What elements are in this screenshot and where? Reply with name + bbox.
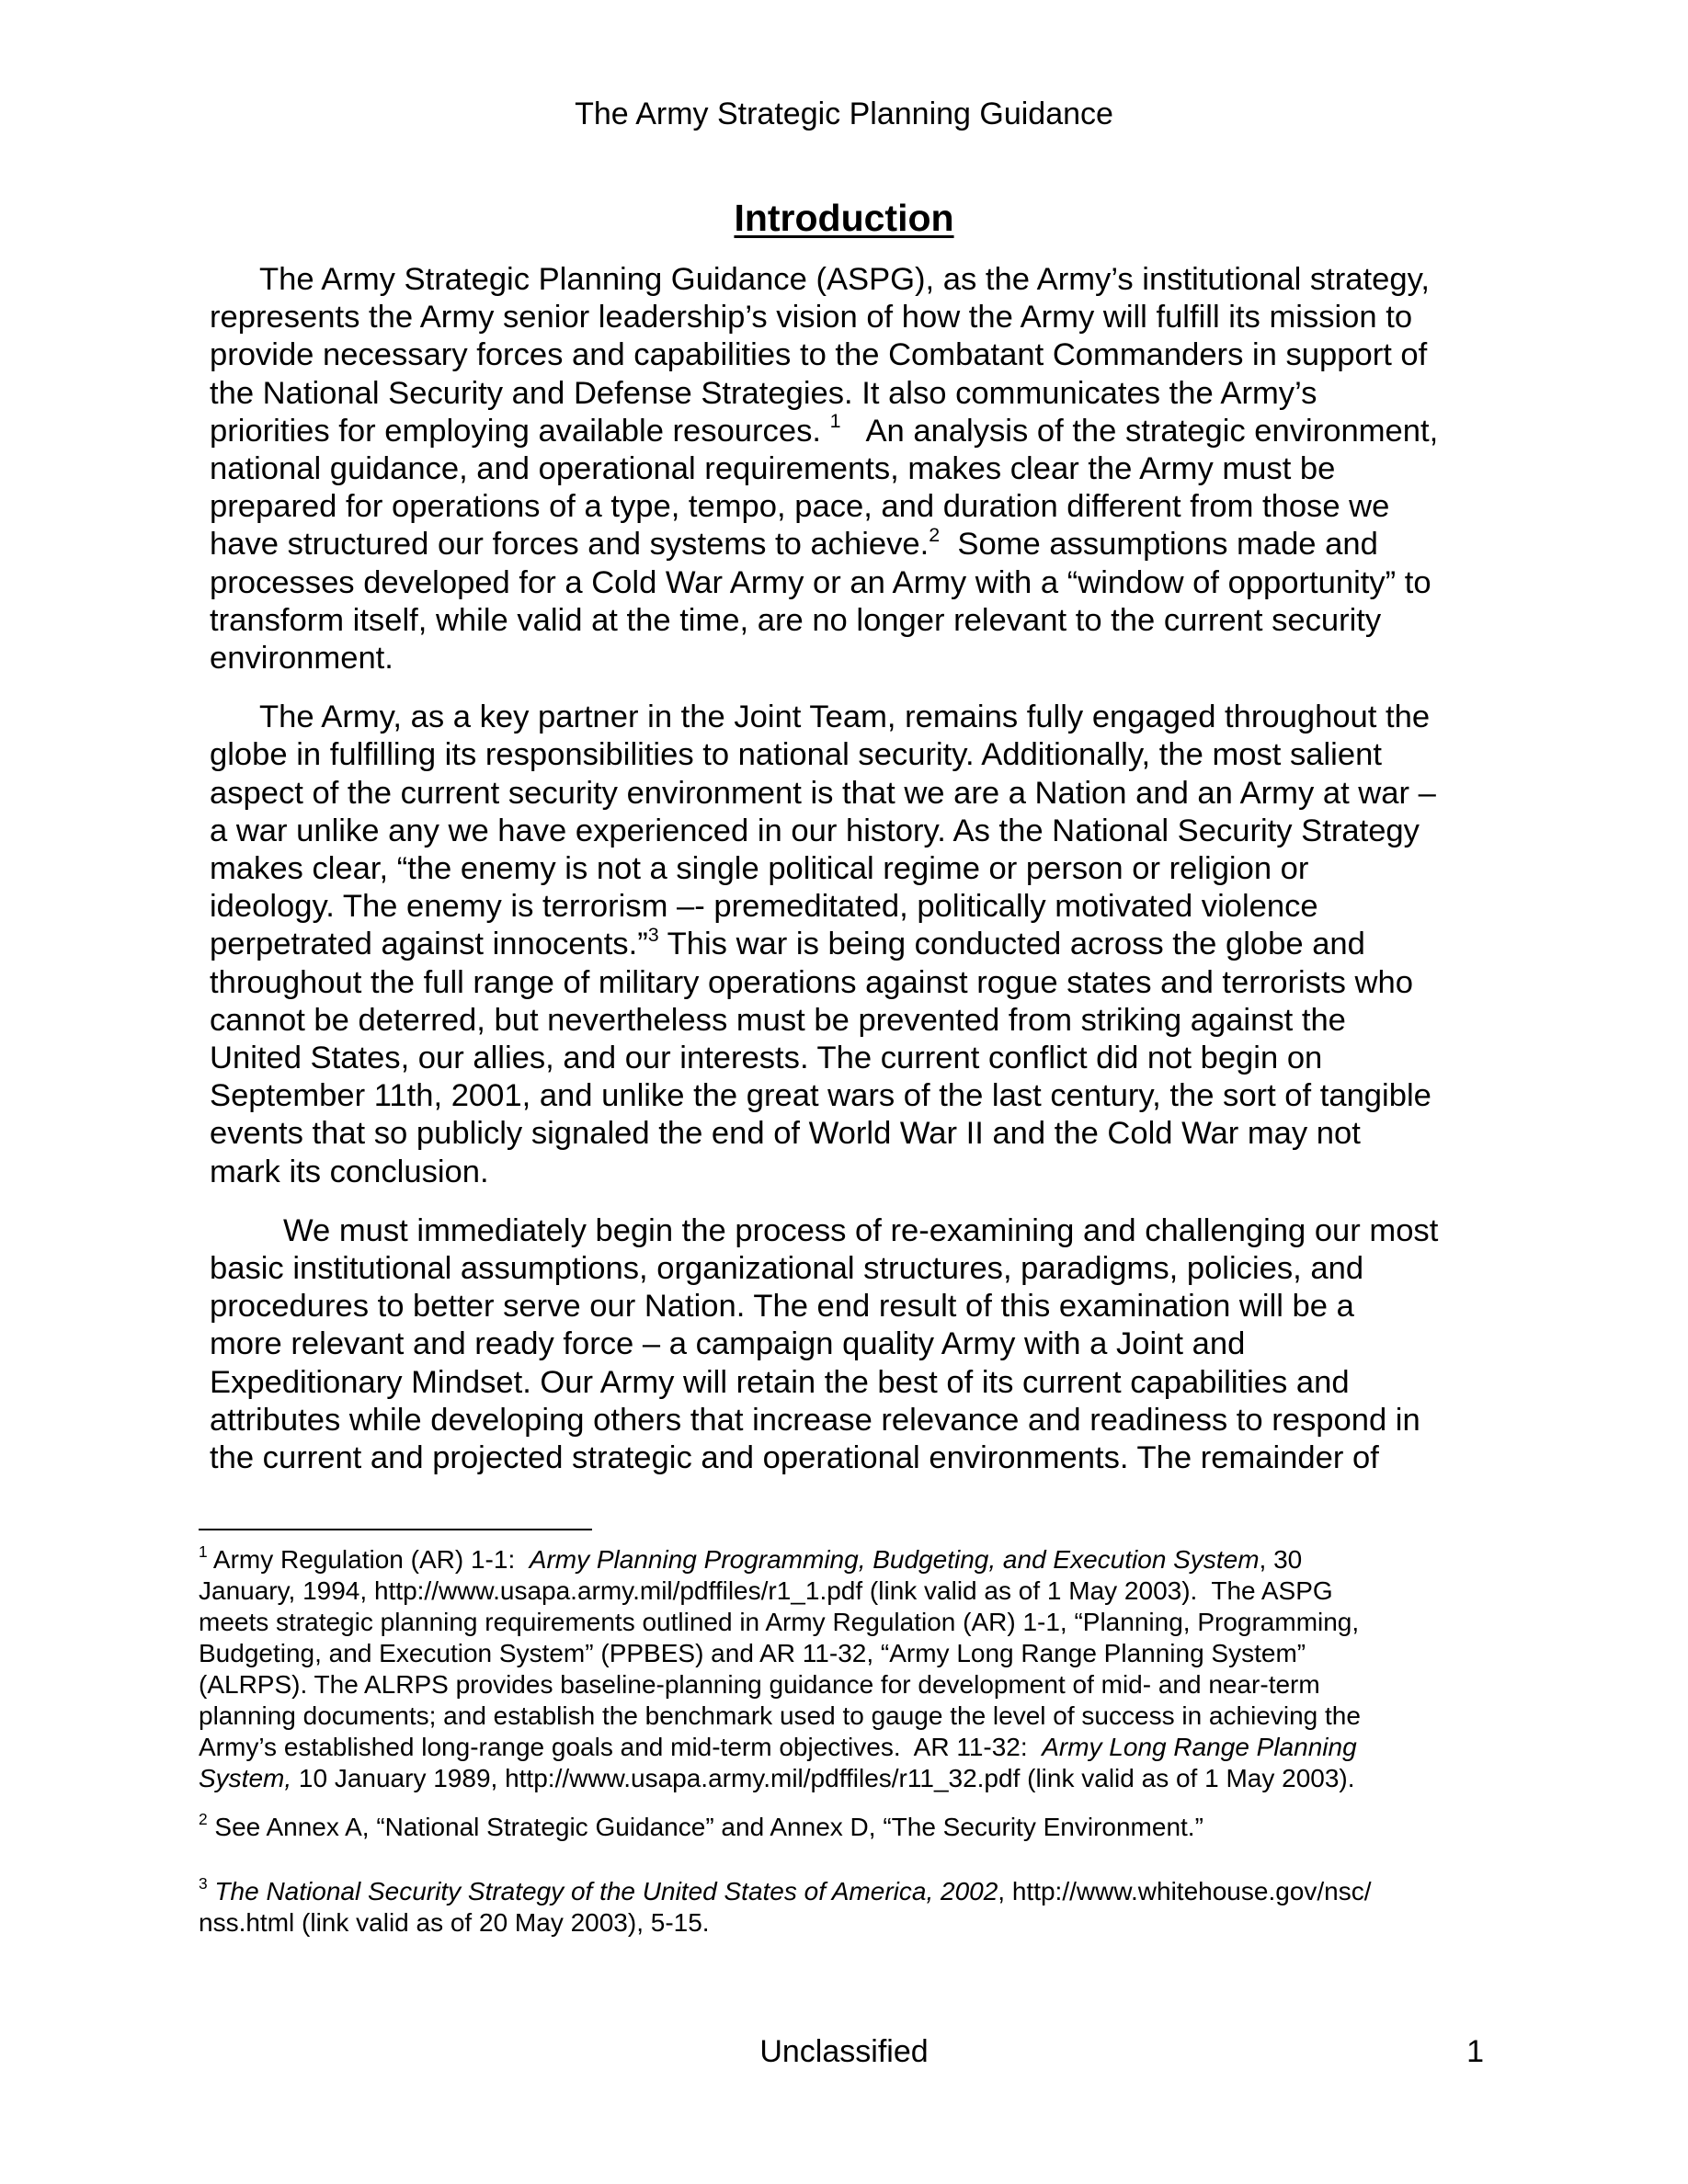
text-segment: This war is being conducted across the globe and xyxy=(658,927,1365,962)
footnote-separator xyxy=(199,1529,592,1530)
text-line: prepared for operations of a type, tempo, pace, and duration different from those we xyxy=(210,489,1390,525)
text-line: procedures to better serve our Nation. The end result of this examination will be a xyxy=(210,1289,1354,1325)
text-line: makes clear, “the enemy is not a single political regime or person or religion or xyxy=(210,851,1309,887)
footnote-number: 2 xyxy=(199,1809,208,1828)
text-line: a war unlike any we have experienced in our history. As the National Security Strategy xyxy=(210,813,1420,848)
text-line xyxy=(199,1763,1486,1794)
text-segment: perpetrated against innocents.” xyxy=(210,927,648,962)
text-line: the National Security and Defense Strategies. It also communicates the Army’s xyxy=(210,375,1317,411)
paragraph-3 xyxy=(210,1212,1489,1477)
text-segment: System, xyxy=(199,1764,292,1792)
body-text xyxy=(210,261,1489,1498)
text-line: We must immediately begin the process of re-examining and challenging our most xyxy=(283,1212,1439,1248)
footnote-ref-2: 2 xyxy=(929,523,941,546)
text-segment: , http://www.whitehouse.gov/nsc/ xyxy=(998,1877,1372,1905)
text-line: aspect of the current security environment is that we are a Nation and an Army at war – xyxy=(210,775,1436,811)
text-line: events that so publicly signaled the end of World War II and the Cold War may not xyxy=(210,1116,1361,1152)
section-title: Introduction xyxy=(734,197,954,239)
text-line: national guidance, and operational requirements, makes clear the Army must be xyxy=(210,451,1336,487)
text-line: cannot be deterred, but nevertheless must be prevented from striking against the xyxy=(210,1002,1346,1038)
footnote-number: 3 xyxy=(199,1873,208,1893)
running-header: The Army Strategic Planning Guidance xyxy=(575,97,1113,131)
footnote-2 xyxy=(199,1809,1486,1843)
text-segment: 10 January 1989, http://www.usapa.army.mil/pdffiles/r11_32.pdf (link valid as of 1 May 2003). xyxy=(291,1764,1355,1792)
text-segment: Army’s established long-range goals and mid-term objectives. AR 11-32: xyxy=(199,1733,1043,1761)
text-segment: Army Regulation (AR) 1-1: xyxy=(207,1545,530,1574)
text-segment: Army Long Range Planning xyxy=(1042,1733,1357,1761)
text-segment: , 30 xyxy=(1259,1545,1303,1574)
text-segment: The National Security Strategy of the United States of America, 2002 xyxy=(207,1877,998,1905)
text-line: planning documents; and establish the benchmark used to gauge the level of success in achieving the xyxy=(199,1701,1361,1730)
footnotes xyxy=(199,1541,1486,1956)
text-segment: Some assumptions made and xyxy=(940,527,1378,563)
text-line: mark its conclusion. xyxy=(210,1154,489,1189)
text-line xyxy=(210,523,1489,563)
footnote-1 xyxy=(199,1541,1486,1794)
paragraph-1 xyxy=(210,261,1489,677)
text-line: globe in fulfilling its responsibilities to national security. Additionally, the most salient xyxy=(210,737,1382,773)
text-line: nss.html (link valid as of 20 May 2003), 5-15. xyxy=(199,1908,710,1937)
footnote-3 xyxy=(199,1873,1486,1939)
footnote-number: 1 xyxy=(199,1541,208,1561)
text-line: (ALRPS). The ALRPS provides baseline-planning guidance for development of mid- and near-term xyxy=(199,1670,1320,1699)
text-line: provide necessary forces and capabilities to the Combatant Commanders in support of xyxy=(210,337,1428,373)
text-segment: have structured our forces and systems to achieve. xyxy=(210,527,930,563)
text-segment: Army Planning Programming, Budgeting, and Execution System xyxy=(529,1545,1260,1574)
text-line: throughout the full range of military operations against rogue states and terrorists who xyxy=(210,964,1413,1000)
paragraph-2 xyxy=(210,699,1489,1191)
text-line: The Army, as a key partner in the Joint Team, remains fully engaged throughout the xyxy=(259,700,1431,735)
text-line xyxy=(210,923,1489,963)
page-footer xyxy=(0,2033,1688,2070)
text-line xyxy=(199,1873,1486,1907)
text-line: Expeditionary Mindset. Our Army will retain the best of its current capabilities and xyxy=(210,1364,1350,1400)
text-line xyxy=(199,1732,1486,1763)
text-line: processes developed for a Cold War Army or an Army with a “window of opportunity” to xyxy=(210,564,1431,600)
text-line: United States, our allies, and our interests. The current conflict did not begin on xyxy=(210,1041,1323,1076)
text-line: more relevant and ready force – a campaign quality Army with a Joint and xyxy=(210,1326,1246,1362)
text-line: September 11th, 2001, and unlike the great wars of the last century, the sort of tangible xyxy=(210,1078,1431,1114)
footnote-ref-1: 1 xyxy=(829,410,841,433)
text-line: The Army Strategic Planning Guidance (ASPG), as the Army’s institutional strategy, xyxy=(259,262,1430,297)
text-segment: priorities for employing available resources. xyxy=(210,413,821,449)
text-line: environment. xyxy=(210,641,393,677)
text-line: ideology. The enemy is terrorism –- premeditated, politically motivated violence xyxy=(210,889,1318,925)
text-line: January, 1994, http://www.usapa.army.mil/pdffiles/r1_1.pdf (link valid as of 1 May 2003). The ASPG xyxy=(199,1576,1333,1605)
text-line: transform itself, while valid at the time, are no longer relevant to the current security xyxy=(210,602,1382,638)
text-line xyxy=(199,1809,1486,1843)
text-line: the current and projected strategic and operational environments. The remainder of xyxy=(210,1440,1379,1476)
text-line xyxy=(210,410,1489,450)
footnote-ref-3: 3 xyxy=(647,923,659,946)
text-line: attributes while developing others that increase relevance and readiness to respond in xyxy=(210,1402,1420,1438)
text-line: represents the Army senior leadership’s vision of how the Army will fulfill its mission to xyxy=(210,300,1413,336)
text-segment: See Annex A, “National Strategic Guidance” and Annex D, “The Security Environment.” xyxy=(207,1813,1203,1841)
text-line: meets strategic planning requirements outlined in Army Regulation (AR) 1-1, “Planning, Programming, xyxy=(199,1608,1360,1636)
page-number: 1 xyxy=(1466,2034,1484,2069)
text-line xyxy=(199,1541,1486,1575)
classification-marking: Unclassified xyxy=(759,2034,929,2069)
text-segment: An analysis of the strategic environment, xyxy=(840,413,1439,449)
text-line: Budgeting, and Execution System” (PPBES) and AR 11-32, “Army Long Range Planning System” xyxy=(199,1639,1306,1667)
text-line: basic institutional assumptions, organizational structures, paradigms, policies, and xyxy=(210,1251,1364,1287)
